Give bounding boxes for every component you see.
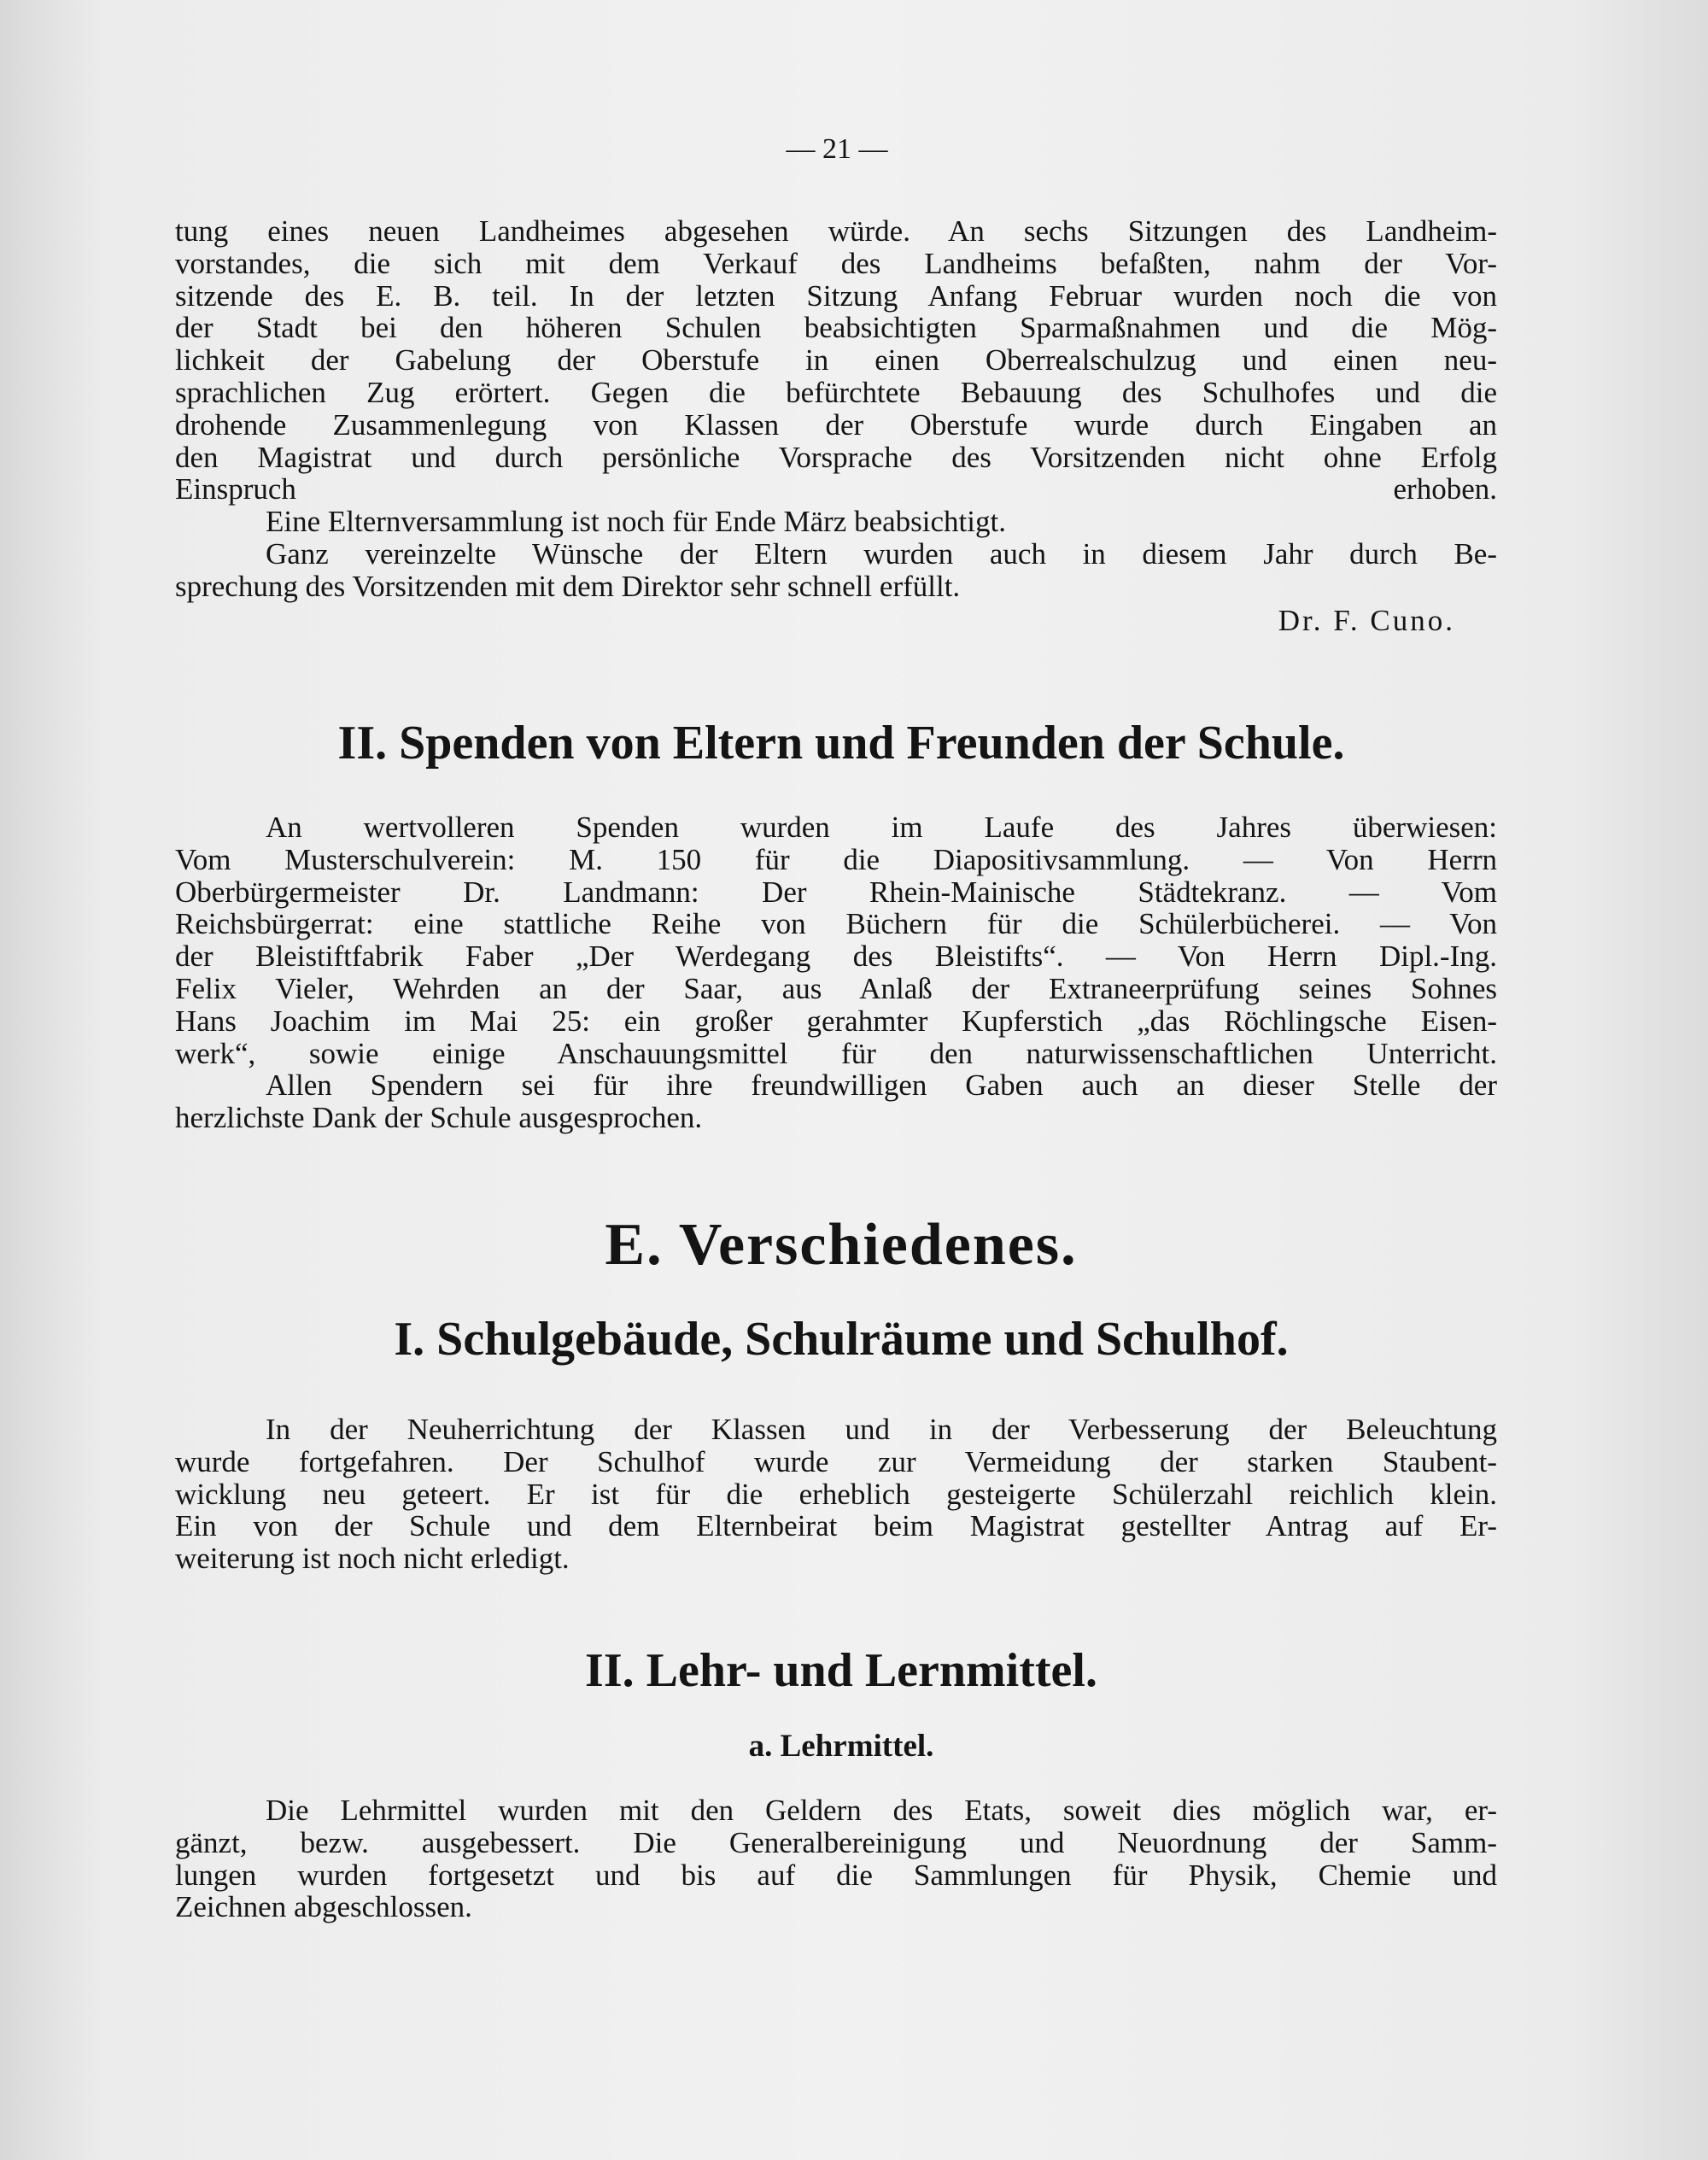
text-line: drohende Zusammenlegung von Klassen der Oberstufe wurde durch Eingaben an	[175, 407, 1497, 442]
intro-paragraph	[175, 215, 1497, 506]
text-line: sitzende des E. B. teil. In der letzten Sitzung Anfang Februar wurden noch die von	[175, 278, 1497, 313]
text-line: wurde fortgefahren. Der Schulhof wurde zur Vermeidung der starken Staubent-	[175, 1444, 1497, 1478]
subheading-lehrmittel: a. Lehrmittel.	[748, 1729, 934, 1764]
wuensche-paragraph	[175, 538, 1497, 603]
text-line: sprachlichen Zug erörtert. Gegen die befürchtete Bebauung des Schulhofes und die	[175, 375, 1497, 409]
schulgebaeude-paragraph	[175, 1414, 1497, 1575]
text-line: der Bleistiftfabrik Faber „Der Werdegang des Bleistifts“. — Von Herrn Dipl.-Ing.	[175, 940, 1497, 974]
text-line: Die Lehrmittel wurden mit den Geldern des Etats, soweit dies möglich war, er-	[266, 1794, 1497, 1827]
text-line: der Stadt bei den höheren Schulen beabsichtigten Sparmaßnahmen und die Mög-	[175, 311, 1497, 345]
text-line: Ganz vereinzelte Wünsche der Eltern wurden auch in diesem Jahr durch Be-	[266, 537, 1497, 571]
text-line: werk“, sowie einige Anschauungsmittel für den naturwissenschaftlichen Unterricht.	[175, 1036, 1497, 1070]
signature: Dr. F. Cuno.	[1278, 604, 1455, 637]
text-line: Vom Musterschulverein: M. 150 für die Diapositivsammlung. — Von Herrn	[175, 842, 1497, 876]
text-line: vorstandes, die sich mit dem Verkauf des Landheims befaßten, nahm der Vor-	[175, 246, 1497, 280]
text-line: lichkeit der Gabelung der Oberstufe in einen Oberrealschulzug und einen neu-	[175, 343, 1497, 378]
text-line: Allen Spendern sei für ihre freundwilligen Gaben auch an dieser Stelle der	[266, 1068, 1497, 1102]
text-line: Einspruch erhoben.	[175, 472, 1497, 506]
spenden-paragraph	[175, 811, 1497, 1069]
text-line: tung eines neuen Landheimes abgesehen würde. An sechs Sitzungen des Landheim-	[175, 214, 1497, 248]
text-line: wicklung neu geteert. Er ist für die erheblich gesteigerte Schülerzahl reichlich klein.	[175, 1477, 1497, 1511]
text-line: weiterung ist noch nicht erledigt.	[175, 1542, 570, 1576]
page-number: — 21 —	[786, 133, 888, 165]
text-line: gänzt, bezw. ausgebessert. Die Generalbereinigung und Neuordnung der Samm-	[175, 1825, 1497, 1859]
elternversammlung-paragraph: Eine Elternversammlung ist noch für Ende März beabsichtigt.	[266, 505, 1006, 538]
text-line: Oberbürgermeister Dr. Landmann: Der Rhein-Mainische Städtekranz. — Vom	[175, 875, 1497, 909]
text-line: Ein von der Schule und dem Elternbeirat beim Magistrat gestellter Antrag auf Er-	[175, 1509, 1497, 1543]
text-line: Hans Joachim im Mai 25: ein großer gerahmter Kupferstich „das Röchlingsche Eisen-	[175, 1004, 1497, 1038]
heading-spenden: II. Spenden von Eltern und Freunden der Schule.	[337, 717, 1345, 770]
text-line: sprechung des Vorsitzenden mit dem Direktor sehr schnell erfüllt.	[175, 569, 961, 603]
text-line: herzlichste Dank der Schule ausgesprochen.	[175, 1100, 703, 1134]
text-line: In der Neuherrichtung der Klassen und in der Verbesserung der Beleuchtung	[266, 1413, 1497, 1446]
text-line: Reichsbürgerrat: eine stattliche Reihe von Büchern für die Schülerbücherei. — Von	[175, 907, 1497, 941]
lehrmittel-paragraph	[175, 1794, 1497, 1923]
heading-schulgebaeude: I. Schulgebäude, Schulräume und Schulhof.	[394, 1313, 1289, 1366]
text-line: An wertvolleren Spenden wurden im Laufe des Jahres überwiesen:	[266, 811, 1497, 844]
text-line: Zeichnen abgeschlossen.	[175, 1890, 472, 1924]
heading-verschiedenes: E. Verschiedenes.	[605, 1212, 1078, 1278]
dank-paragraph	[175, 1069, 1497, 1134]
text-line: lungen wurden fortgesetzt und bis auf die Sammlungen für Physik, Chemie und	[175, 1858, 1497, 1892]
heading-lehrmittel: II. Lehr- und Lernmittel.	[585, 1644, 1097, 1697]
text-line: Felix Vieler, Wehrden an der Saar, aus Anlaß der Extraneerprüfung seines Sohnes	[175, 971, 1497, 1005]
text-line: den Magistrat und durch persönliche Vorsprache des Vorsitzenden nicht ohne Erfolg	[175, 440, 1497, 474]
